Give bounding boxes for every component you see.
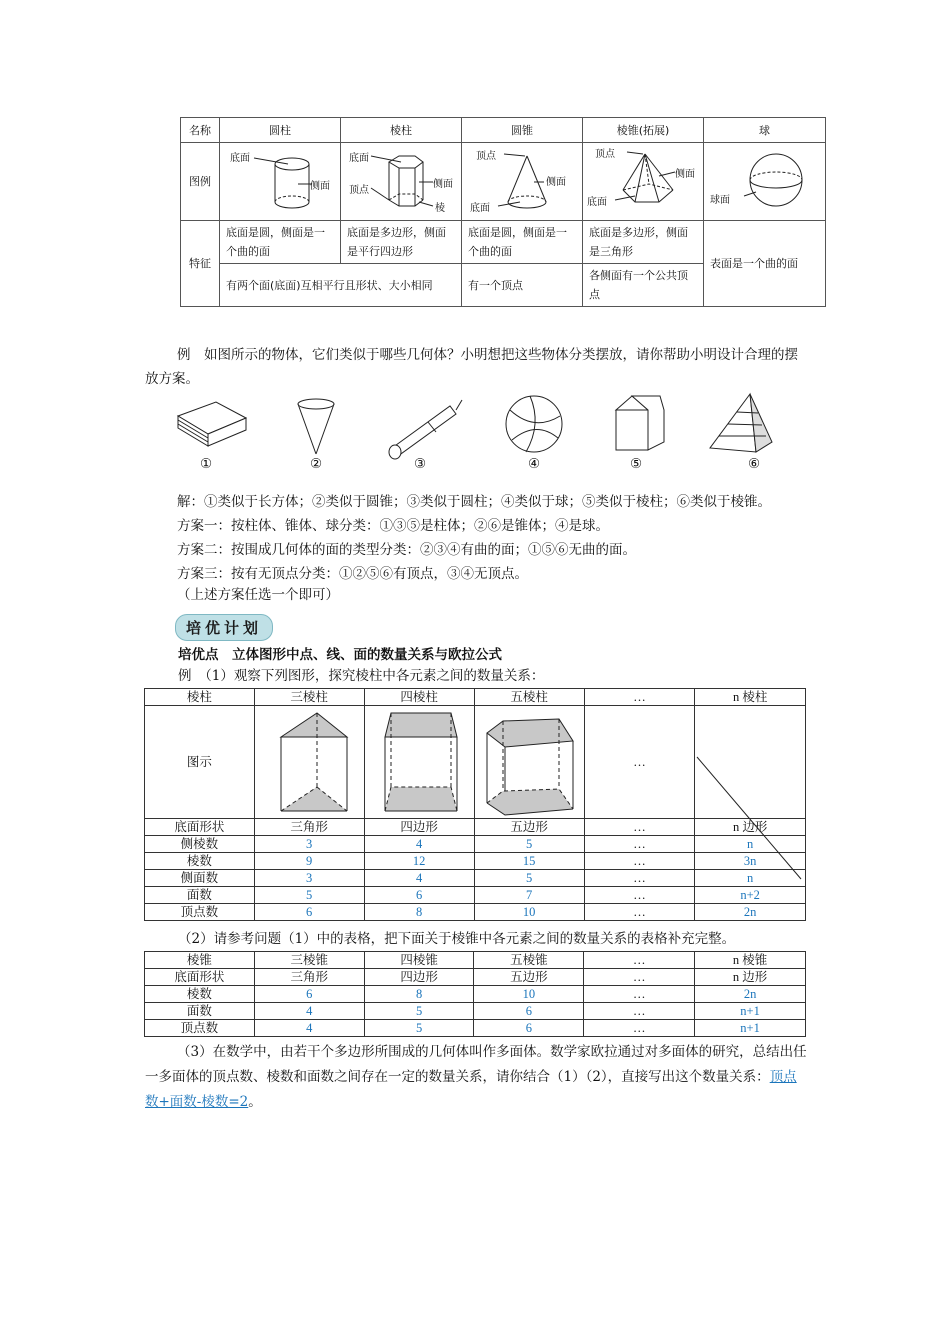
question-2: （2）请参考问题（1）中的表格，把下面关于棱锥中各元素之间的数量关系的表格补充完整。 xyxy=(178,931,736,947)
prism-label-base: 底面 xyxy=(349,153,369,164)
example1-question: 例 如图所示的物体，它们类似于哪些几何体？小明想把这些物体分类摆放，请你帮助小明设计合理的摆放方案。 xyxy=(145,347,798,387)
pyramid-cell: … xyxy=(584,969,695,986)
pyramid-row-label: 底面形状 xyxy=(145,969,255,986)
question-3-text: （3）在数学中，由若干个多边形所围成的几何体叫作多面体。数学家欧拉通过对多面体的研究，总结出任一多面体的顶点数、棱数和面数之间存在一定的数量关系，请你结合（1）（2），直接写出这个数量关系： xyxy=(145,1044,807,1085)
sphere-figure-cell xyxy=(704,143,826,221)
prism-header-0: 棱柱 xyxy=(145,689,255,706)
pyramid-header-1: 三棱锥 xyxy=(254,952,364,969)
prism-cell: 三角形 xyxy=(254,819,364,836)
pyramid-header-3: 五棱锥 xyxy=(474,952,584,969)
pyramid-cell: 四边形 xyxy=(364,969,474,986)
feature-cone: 底面是圆，侧面是一个曲的面 xyxy=(462,221,583,264)
object-label-3: ③ xyxy=(414,456,427,472)
section-title: 培优点 立体图形中点、线、面的数量关系与欧拉公式 xyxy=(178,647,502,663)
prism-answer-cell: 4 xyxy=(364,836,474,853)
pyramid-row-label: 顶点数 xyxy=(145,1020,255,1037)
prism-cell: … xyxy=(584,819,695,836)
prism-row-label: 底面形状 xyxy=(145,819,255,836)
section-banner: 培优计划 xyxy=(175,614,273,641)
prism-header-3: 五棱柱 xyxy=(474,689,584,706)
object-cone xyxy=(298,399,334,454)
triangular-prism-cell xyxy=(254,706,364,819)
object-label-2: ② xyxy=(310,456,323,472)
prism-answer-cell: 3 xyxy=(254,836,364,853)
prism-answer-cell: 5 xyxy=(254,887,364,904)
prism-answer-cell: n+2 xyxy=(695,887,806,904)
pyramid-cell: … xyxy=(584,986,695,1003)
prism-cell: 五边形 xyxy=(474,819,584,836)
cylinder-label-base: 底面 xyxy=(230,153,250,164)
prism-answer-cell: 7 xyxy=(474,887,584,904)
prism-answer-cell: 6 xyxy=(254,904,364,921)
prism-row-label: 顶点数 xyxy=(145,904,255,921)
object-prism xyxy=(616,396,664,450)
prism-label-vertex: 顶点 xyxy=(349,185,369,196)
sphere-label-surface: 球面 xyxy=(710,195,730,206)
pyramid-answer-cell: 6 xyxy=(474,1003,584,1020)
plan-3: 方案三：按有无顶点分类：①②⑤⑥有顶点，③④无顶点。 xyxy=(177,566,528,582)
row-label-feature: 特征 xyxy=(181,221,220,307)
pyramid-answer-cell: 5 xyxy=(364,1003,474,1020)
cone-label-vertex: 顶点 xyxy=(476,151,496,162)
feature-sphere: 表面是一个曲的面 xyxy=(704,221,826,307)
prism-cell: … xyxy=(584,870,695,887)
prism-cell: … xyxy=(584,904,695,921)
pyramid-cell: … xyxy=(584,1020,695,1037)
pyramid-header-2: 四棱锥 xyxy=(364,952,474,969)
prism-figure-ellipsis: … xyxy=(584,706,695,819)
prism-header-1: 三棱柱 xyxy=(254,689,364,706)
header-sphere: 球 xyxy=(704,118,826,143)
solids-table xyxy=(180,117,826,307)
feature-pyramid: 底面是多边形，侧面是三角形 xyxy=(583,221,704,264)
pyramid-table xyxy=(144,951,806,1037)
cone-label-side: 侧面 xyxy=(546,177,566,188)
prism-answer-cell: 15 xyxy=(474,853,584,870)
pyramid-answer-cell: 10 xyxy=(474,986,584,1003)
prism-label-side: 侧面 xyxy=(433,179,453,190)
object-label-6: ⑥ xyxy=(748,456,761,472)
pyramid-answer-cell: n+1 xyxy=(695,1020,806,1037)
object-books xyxy=(178,402,246,446)
question-3 xyxy=(145,1040,810,1115)
pentagonal-prism-figure xyxy=(475,707,583,817)
feature-pyramid-vertex: 各侧面有一个公共顶点 xyxy=(583,264,704,307)
euler-answer: 顶点数+面数-棱数=2 xyxy=(145,1069,797,1110)
cone-label-base: 底面 xyxy=(470,203,490,214)
pyramid-header-5: n 棱锥 xyxy=(695,952,806,969)
feature-cylinder: 底面是圆，侧面是一个曲的面 xyxy=(220,221,341,264)
feature-cyl-prism-shared: 有两个面(底面)互相平行且形状、大小相同 xyxy=(220,264,462,307)
pyramid-figure-cell xyxy=(583,143,704,221)
object-pyramid xyxy=(710,394,772,452)
pyramid-row-label: 面数 xyxy=(145,1003,255,1020)
prism-figure-cell xyxy=(341,143,462,221)
pyramid-cell: n 边形 xyxy=(695,969,806,986)
prism-cell: … xyxy=(584,853,695,870)
prism-header-5: n 棱柱 xyxy=(695,689,806,706)
object-pen xyxy=(389,400,462,459)
prism-cell: 四边形 xyxy=(364,819,474,836)
prism-cell: n 边形 xyxy=(695,819,806,836)
prism-answer-cell: 5 xyxy=(474,870,584,887)
header-name: 名称 xyxy=(181,118,220,143)
prism-header-2: 四棱柱 xyxy=(364,689,474,706)
prism-cell: … xyxy=(584,836,695,853)
objects-figure xyxy=(170,392,810,482)
pyramid-answer-cell: 6 xyxy=(254,986,364,1003)
prism-answer-cell: 3n xyxy=(695,853,806,870)
object-label-5: ⑤ xyxy=(630,456,643,472)
prism-answer-cell: n xyxy=(695,870,806,887)
prism-answer-cell: 10 xyxy=(474,904,584,921)
pyramid-answer-cell: n+1 xyxy=(695,1003,806,1020)
object-label-4: ④ xyxy=(528,456,541,472)
question-3-end: 。 xyxy=(248,1094,262,1110)
feature-cone-vertex: 有一个顶点 xyxy=(462,264,583,307)
plan-2: 方案二：按围成几何体的面的类型分类：②③④有曲的面；①⑤⑥无曲的面。 xyxy=(177,542,636,558)
prism-answer-cell: 2n xyxy=(695,904,806,921)
cylinder-label-side: 侧面 xyxy=(310,181,330,192)
pyramid-answer-cell: 4 xyxy=(254,1003,364,1020)
pyramid-cell: 三角形 xyxy=(254,969,364,986)
prism-label-edge: 棱 xyxy=(435,203,445,214)
object-ball xyxy=(506,396,562,452)
prism-row-label: 侧棱数 xyxy=(145,836,255,853)
pyramid-header-0: 棱锥 xyxy=(145,952,255,969)
pyramid-header-4: … xyxy=(584,952,695,969)
row-label-figure: 图例 xyxy=(181,143,220,221)
cylinder-figure-cell xyxy=(220,143,341,221)
plan-1: 方案一：按柱体、锥体、球分类：①③⑤是柱体；②⑥是锥体；④是球。 xyxy=(177,518,609,534)
cone-figure-cell xyxy=(462,143,583,221)
prism-row-label: 棱数 xyxy=(145,853,255,870)
quadrilateral-prism-cell xyxy=(364,706,474,819)
prism-cell: … xyxy=(584,887,695,904)
pyramid-answer-cell: 8 xyxy=(364,986,474,1003)
prism-row-label: 面数 xyxy=(145,887,255,904)
header-pyramid: 棱锥(拓展) xyxy=(583,118,704,143)
prism-answer-cell: 3 xyxy=(254,870,364,887)
pyramid-row-label: 棱数 xyxy=(145,986,255,1003)
pyramid-answer-cell: 2n xyxy=(695,986,806,1003)
header-cylinder: 圆柱 xyxy=(220,118,341,143)
header-prism: 棱柱 xyxy=(341,118,462,143)
quadrilateral-prism-figure xyxy=(365,707,473,817)
solution-text: 解：①类似于长方体；②类似于圆锥；③类似于圆柱；④类似于球；⑤类似于棱柱；⑥类似于棱锥。 xyxy=(177,494,771,510)
prism-answer-cell: 4 xyxy=(364,870,474,887)
pyramid-answer-cell: 5 xyxy=(364,1020,474,1037)
prism-row-label: 侧面数 xyxy=(145,870,255,887)
prism-header-4: … xyxy=(584,689,695,706)
prism-answer-cell: n xyxy=(695,836,806,853)
question-1: 例 （1）观察下列图形，探究棱柱中各元素之间的数量关系： xyxy=(178,668,545,684)
pyramid-cell: 五边形 xyxy=(474,969,584,986)
prism-answer-cell: 6 xyxy=(364,887,474,904)
feature-prism: 底面是多边形，侧面是平行四边形 xyxy=(341,221,462,264)
pentagonal-prism-cell xyxy=(474,706,584,819)
prism-figure-label: 图示 xyxy=(145,706,255,819)
triangular-prism-figure xyxy=(255,707,363,817)
prism-answer-cell: 12 xyxy=(364,853,474,870)
plan-note: （上述方案任选一个即可） xyxy=(177,587,339,603)
pyramid-cell: … xyxy=(584,1003,695,1020)
prism-answer-cell: 9 xyxy=(254,853,364,870)
pyramid-answer-cell: 6 xyxy=(474,1020,584,1037)
pyramid-label-side: 侧面 xyxy=(675,169,695,180)
n-prism-diagonal xyxy=(695,755,807,885)
prism-answer-cell: 8 xyxy=(364,904,474,921)
prism-answer-cell: 5 xyxy=(474,836,584,853)
pyramid-label-base: 底面 xyxy=(587,197,607,208)
pyramid-answer-cell: 4 xyxy=(254,1020,364,1037)
header-cone: 圆锥 xyxy=(462,118,583,143)
object-label-1: ① xyxy=(200,456,213,472)
pyramid-label-vertex: 顶点 xyxy=(595,149,615,160)
